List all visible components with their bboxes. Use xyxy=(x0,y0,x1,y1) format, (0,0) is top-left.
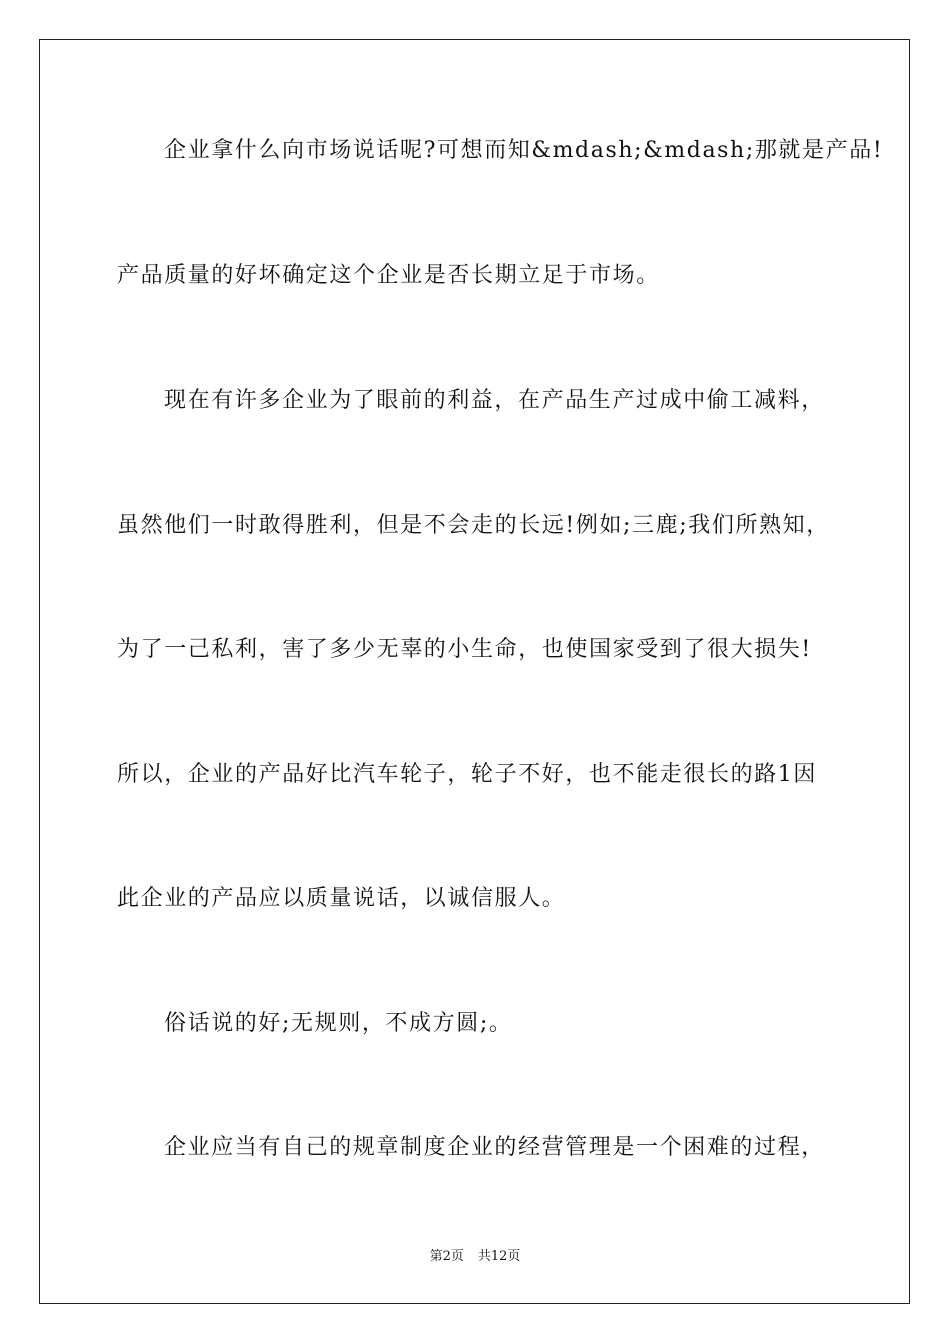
text-line: 为了一己私利，害了多少无辜的小生命，也使国家受到了很大损失! xyxy=(117,637,812,662)
text-line: 此企业的产品应以质量说话，以诚信服人。 xyxy=(117,886,566,911)
text-line: 企业应当有自己的规章制度企业的经营管理是一个困难的过程， xyxy=(164,1135,825,1160)
text-line: 产品质量的好坏确定这个企业是否长期立足于市场。 xyxy=(117,263,660,288)
text-line: 俗话说的好;无规则，不成方圆;。 xyxy=(164,1011,513,1036)
text-line: 企业拿什么向市场说话呢?可想而知&mdash;&mdash;那就是产品! xyxy=(164,138,884,163)
page-number: 第2页 xyxy=(429,1249,464,1264)
page-total: 共12页 xyxy=(477,1249,521,1264)
text-line: 虽然他们一时敢得胜利，但是不会走的长远!例如;三鹿;我们所熟知， xyxy=(117,513,830,538)
page-border xyxy=(39,39,910,1304)
page-footer xyxy=(0,1249,950,1265)
text-line: 所以，企业的产品好比汽车轮子，轮子不好，也不能走很长的路1因 xyxy=(117,762,817,787)
text-line: 现在有许多企业为了眼前的利益，在产品生产过成中偷工减料， xyxy=(164,388,825,413)
